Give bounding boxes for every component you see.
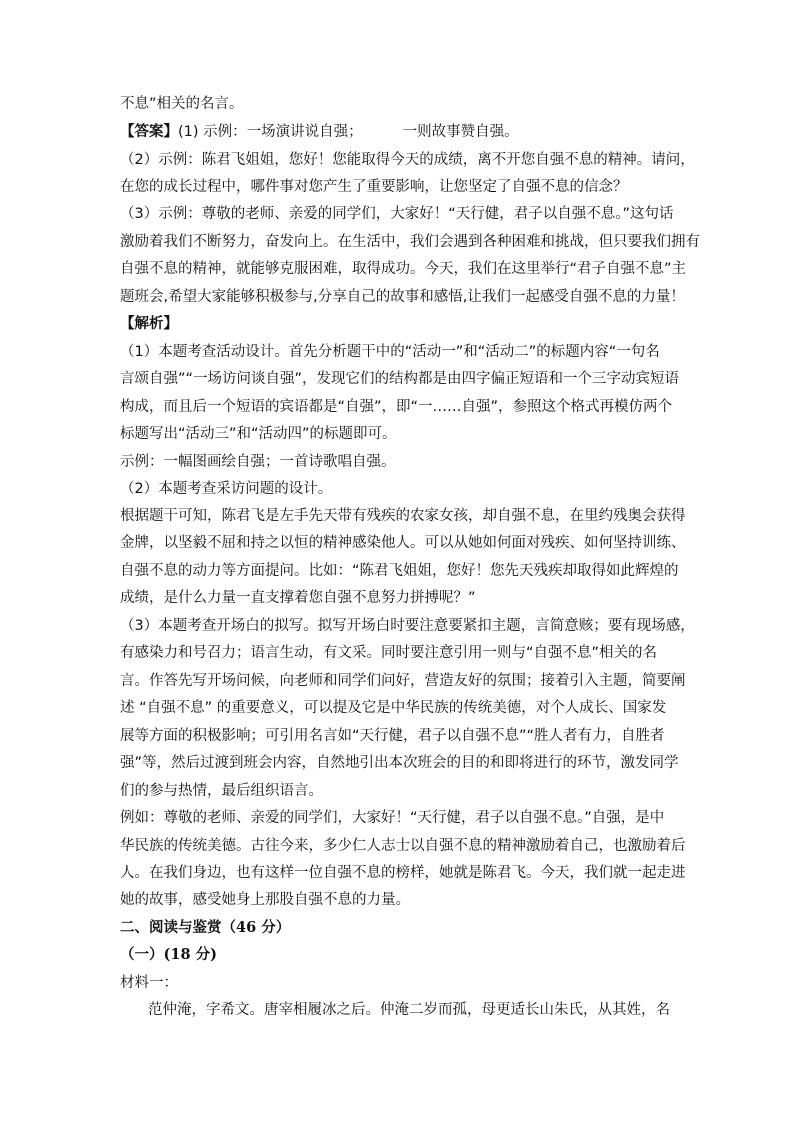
text-line: 金牌，以坚毅不屈和持之以恒的精神感染他人。可以从她如何面对残疾、如何坚持训练、 [120,535,686,551]
text-line: 强”等，然后过渡到班会内容，自然地引出本次班会的目的和即将进行的环节，激发同学 [120,755,679,771]
text-line: 她的故事，感受她身上那股自强不息的力量。 [120,892,410,908]
text-line: 自强不息的精神，就能够克服困难，取得成功。今天，我们在这里举行“君子自强不息”主 [120,261,687,277]
subsection-heading: （一）(18 分) [120,946,217,963]
text-line: 自强不息的动力等方面提问。比如：“陈君飞姐姐，您好！您先天残疾却取得如此辉煌的 [120,563,679,579]
text-line: 构成，而且后一个短语的宾语都是“自强”，即“一……自强”，参照这个格式再模仿两个 [120,399,673,415]
text-line: 言。作答先写开场问候，向老师和同学们问好，营造友好的氛围；接着引入主题，简要阐 [120,673,686,689]
answer-label: 【答案】 [120,123,178,140]
text-line: 范仲淹，字希文。唐宰相履冰之后。仲淹二岁而孤，母更适长山朱氏，从其姓，名 [148,1002,670,1018]
answer-part-2: 一则故事赞自强。 [402,124,519,140]
answer-line [120,122,680,142]
text-line: 有感染力和号召力；语言生动，有文采。同时要注意引用一则与“自强不息”相关的名 [120,645,658,661]
text-line: 示例：一幅图画绘自强；一首诗歌唱自强。 [120,454,396,470]
answer-part-1: (1) 示例：一场演讲说自强； [178,124,363,140]
text-line: 在您的成长过程中，哪件事对您产生了重要影响，让您坚定了自强不息的信念？ [120,179,628,195]
text-line: 根据题干可知，陈君飞是左手先天带有残疾的农家女孩，却自强不息，在里约残奥会获得 [120,508,686,524]
text-line: （1）本题考查活动设计。首先分析题干中的“活动一”和“活动二”的标题内容“一句名 [120,344,660,360]
text-line: （3）示例：尊敬的老师、亲爱的同学们，大家好！“天行健，君子以自强不息。”这句话 [120,206,674,222]
text-line: 激励着我们不断努力，奋发向上。在生活中，我们会遇到各种困难和挑战，但只要我们拥有 [120,234,700,250]
section-heading: 二、阅读与鉴赏（46 分） [120,919,291,936]
text-line: 们的参与热情，最后组织语言。 [120,783,323,799]
text-line: 华民族的传统美德。古往今来，多少仁人志士以自强不息的精神激励着自己，也激励着后 [120,838,686,854]
text-line: （2）本题考查采访问题的设计。 [120,481,333,497]
text-line: 例如：尊敬的老师、亲爱的同学们，大家好！“天行健，君子以自强不息。”自强，是中 [120,810,665,826]
text-line: （3）本题考查开场白的拟写。拟写开场白时要注意要紧扣主题，言简意赅；要有现场感， [120,618,695,634]
text-line: 言颂自强”“一场访问谈自强”，发现它们的结构都是由四字偏正短语和一个三字动宾短语 [120,371,680,387]
text-line: 展等方面的积极影响；可引用名言如“天行健，君子以自强不息”“胜人者有力，自胜者 [120,728,665,744]
text-line: 标题写出“活动三”和“活动四”的标题即可。 [120,426,397,442]
text-line: 成绩，是什么力量一直支撑着您自强不息努力拼搏呢？” [120,590,476,606]
text-line: 述 “自强不息” 的重要意义，可以提及它是中华民族的传统美德，对个人成长、国家发 [120,700,667,716]
text-line: （2）示例：陈君飞姐姐，您好！您能取得今天的成绩，离不开您自强不息的精神。请问， [120,152,695,168]
text-line: 题班会,希望大家能够积极参与,分享自己的故事和感悟,让我们一起感受自强不息的力量！ [120,289,685,305]
text-line: 人。在我们身边，也有这样一位自强不息的榜样，她就是陈君飞。今天，我们就一起走进 [120,865,686,881]
analysis-heading: 【解析】 [120,315,178,332]
text-line: 不息”相关的名言。 [120,96,244,112]
material-label: 材料一： [120,975,178,991]
